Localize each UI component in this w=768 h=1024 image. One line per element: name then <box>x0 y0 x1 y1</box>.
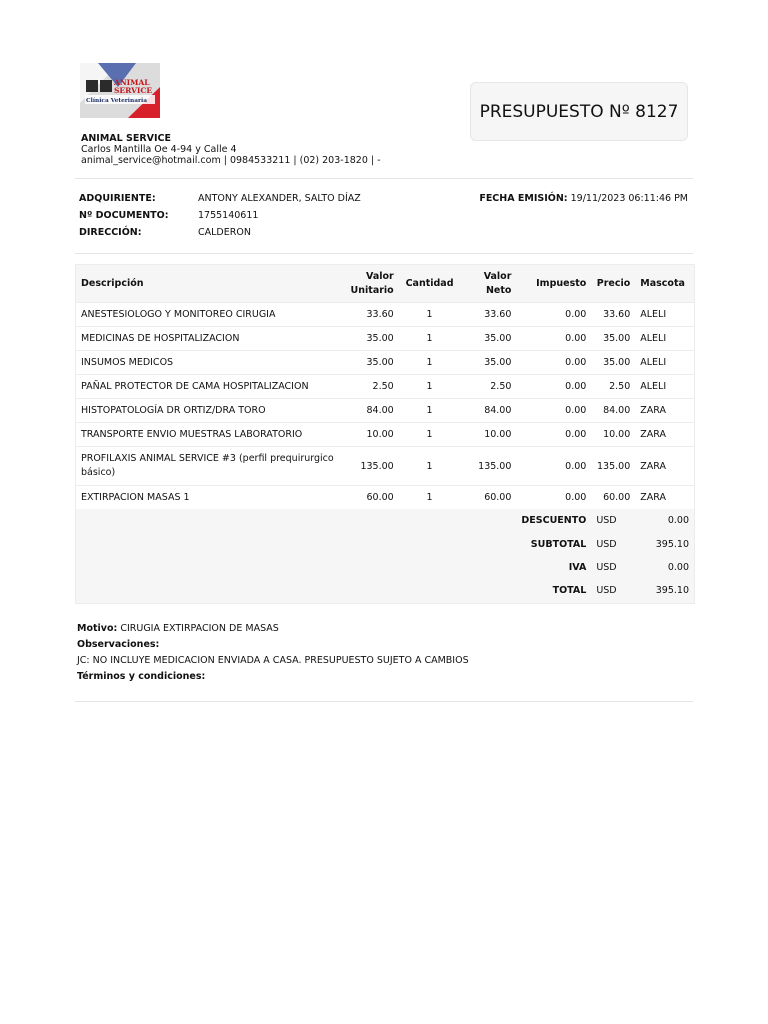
cell-impuesto: 0.00 <box>516 486 591 510</box>
logo-text-line3: Clínica Veterinaria <box>86 98 147 104</box>
table-row <box>76 399 694 423</box>
total-label: SUBTOTAL <box>516 532 591 555</box>
items-table <box>75 264 695 604</box>
documento-label: Nº DOCUMENTO: <box>79 210 169 221</box>
cell-valor-unitario: 10.00 <box>346 423 399 447</box>
cell-valor-unitario: 135.00 <box>346 447 399 486</box>
cell-descripcion: PROFILAXIS ANIMAL SERVICE #3 (perfil prequirurgico básico) <box>76 447 346 486</box>
header-impuesto: Impuesto <box>516 265 591 303</box>
table-row <box>76 423 694 447</box>
cell-impuesto: 0.00 <box>516 423 591 447</box>
table-row <box>76 486 694 510</box>
cell-valor-unitario: 60.00 <box>346 486 399 510</box>
terminos-label: Términos y condiciones: <box>77 671 206 682</box>
cell-valor-neto: 35.00 <box>460 327 516 351</box>
total-label: IVA <box>516 556 591 579</box>
company-info <box>81 133 381 166</box>
cell-precio: 60.00 <box>591 486 635 510</box>
cell-valor-neto: 35.00 <box>460 351 516 375</box>
cell-valor-unitario: 35.00 <box>346 327 399 351</box>
cell-valor-neto: 135.00 <box>460 447 516 486</box>
company-contact: animal_service@hotmail.com | 0984533211 | (02) 203-1820 | - <box>81 155 381 166</box>
header-descripcion: Descripción <box>76 265 346 303</box>
total-currency: USD <box>591 579 635 602</box>
adquiriente-value: ANTONY ALEXANDER, SALTO DÍAZ <box>198 193 361 204</box>
cell-impuesto: 0.00 <box>516 327 591 351</box>
cell-cantidad: 1 <box>399 375 461 399</box>
cell-precio: 84.00 <box>591 399 635 423</box>
cell-impuesto: 0.00 <box>516 375 591 399</box>
table-row <box>76 327 694 351</box>
cell-cantidad: 1 <box>399 423 461 447</box>
cell-cantidad: 1 <box>399 399 461 423</box>
cell-cantidad: 1 <box>399 351 461 375</box>
fecha-emision <box>479 193 688 204</box>
total-value: 395.10 <box>635 579 694 602</box>
cell-descripcion: ANESTESIOLOGO Y MONITOREO CIRUGIA <box>76 303 346 327</box>
header-valor-neto: Valor Neto <box>460 265 516 303</box>
total-currency: USD <box>591 556 635 579</box>
motivo-label: Motivo: <box>77 623 118 634</box>
total-label: TOTAL <box>516 579 591 602</box>
cell-precio: 35.00 <box>591 351 635 375</box>
cell-valor-unitario: 84.00 <box>346 399 399 423</box>
divider <box>75 253 693 254</box>
cell-valor-neto: 60.00 <box>460 486 516 510</box>
total-value: 0.00 <box>635 556 694 579</box>
divider <box>75 178 693 179</box>
cell-descripcion: INSUMOS MEDICOS <box>76 351 346 375</box>
cell-valor-unitario: 35.00 <box>346 351 399 375</box>
cell-valor-neto: 10.00 <box>460 423 516 447</box>
total-currency: USD <box>591 509 635 532</box>
cell-precio: 35.00 <box>591 327 635 351</box>
logo-text-line1: ANIMAL <box>114 78 150 87</box>
observaciones-value: JC: NO INCLUYE MEDICACION ENVIADA A CASA. PRESUPUESTO SUJETO A CAMBIOS <box>77 655 469 666</box>
cell-precio: 2.50 <box>591 375 635 399</box>
cell-cantidad: 1 <box>399 327 461 351</box>
fecha-label: FECHA EMISIÓN: <box>479 193 568 204</box>
cell-impuesto: 0.00 <box>516 351 591 375</box>
cell-impuesto: 0.00 <box>516 447 591 486</box>
adquiriente-label: ADQUIRIENTE: <box>79 193 156 204</box>
total-value: 0.00 <box>635 509 694 532</box>
cell-mascota: ZARA <box>635 423 694 447</box>
cell-cantidad: 1 <box>399 303 461 327</box>
cell-mascota: ALELI <box>635 351 694 375</box>
cell-valor-unitario: 33.60 <box>346 303 399 327</box>
direccion-label: DIRECCIÓN: <box>79 227 142 238</box>
cell-mascota: ZARA <box>635 447 694 486</box>
total-label: DESCUENTO <box>516 509 591 532</box>
company-logo <box>80 63 160 118</box>
observaciones-label: Observaciones: <box>77 639 160 650</box>
company-address: Carlos Mantilla Oe 4-94 y Calle 4 <box>81 144 237 155</box>
cell-mascota: ALELI <box>635 375 694 399</box>
header-precio: Precio <box>591 265 635 303</box>
motivo-value: CIRUGIA EXTIRPACION DE MASAS <box>120 623 279 634</box>
company-name: ANIMAL SERVICE <box>81 133 171 144</box>
cell-descripcion: PAÑAL PROTECTOR DE CAMA HOSPITALIZACION <box>76 375 346 399</box>
cell-impuesto: 0.00 <box>516 303 591 327</box>
cell-descripcion: EXTIRPACION MASAS 1 <box>76 486 346 510</box>
fecha-value: 19/11/2023 06:11:46 PM <box>570 193 688 204</box>
total-value: 395.10 <box>635 532 694 555</box>
total-currency: USD <box>591 532 635 555</box>
header-mascota: Mascota <box>635 265 694 303</box>
cell-descripcion: MEDICINAS DE HOSPITALIZACION <box>76 327 346 351</box>
cell-valor-neto: 84.00 <box>460 399 516 423</box>
cell-precio: 33.60 <box>591 303 635 327</box>
document-title-box <box>470 82 688 141</box>
cell-valor-unitario: 2.50 <box>346 375 399 399</box>
document-title: PRESUPUESTO Nº 8127 <box>479 101 679 122</box>
header-cantidad: Cantidad <box>399 265 461 303</box>
totals-row-subtotal <box>76 532 694 555</box>
cell-precio: 10.00 <box>591 423 635 447</box>
totals-row-descuento <box>76 509 694 532</box>
notes-section <box>77 621 687 685</box>
table-row <box>76 351 694 375</box>
cell-cantidad: 1 <box>399 447 461 486</box>
logo-text-line2: SERVICE <box>114 86 153 95</box>
cell-mascota: ALELI <box>635 303 694 327</box>
documento-value: 1755140611 <box>198 210 259 221</box>
table-row <box>76 375 694 399</box>
totals-row-iva <box>76 556 694 579</box>
cell-descripcion: HISTOPATOLOGÍA DR ORTIZ/DRA TORO <box>76 399 346 423</box>
header-valor-unitario: Valor Unitario <box>346 265 399 303</box>
cell-mascota: ZARA <box>635 486 694 510</box>
direccion-value: CALDERON <box>198 227 251 238</box>
cell-precio: 135.00 <box>591 447 635 486</box>
motivo-line <box>77 621 687 637</box>
cell-valor-neto: 2.50 <box>460 375 516 399</box>
cell-valor-neto: 33.60 <box>460 303 516 327</box>
divider <box>75 701 693 702</box>
cell-mascota: ALELI <box>635 327 694 351</box>
table-row <box>76 447 694 486</box>
table-row <box>76 303 694 327</box>
cell-cantidad: 1 <box>399 486 461 510</box>
cell-mascota: ZARA <box>635 399 694 423</box>
cell-impuesto: 0.00 <box>516 399 591 423</box>
table-header-row <box>76 265 694 303</box>
cell-descripcion: TRANSPORTE ENVIO MUESTRAS LABORATORIO <box>76 423 346 447</box>
totals-row-total <box>76 579 694 602</box>
